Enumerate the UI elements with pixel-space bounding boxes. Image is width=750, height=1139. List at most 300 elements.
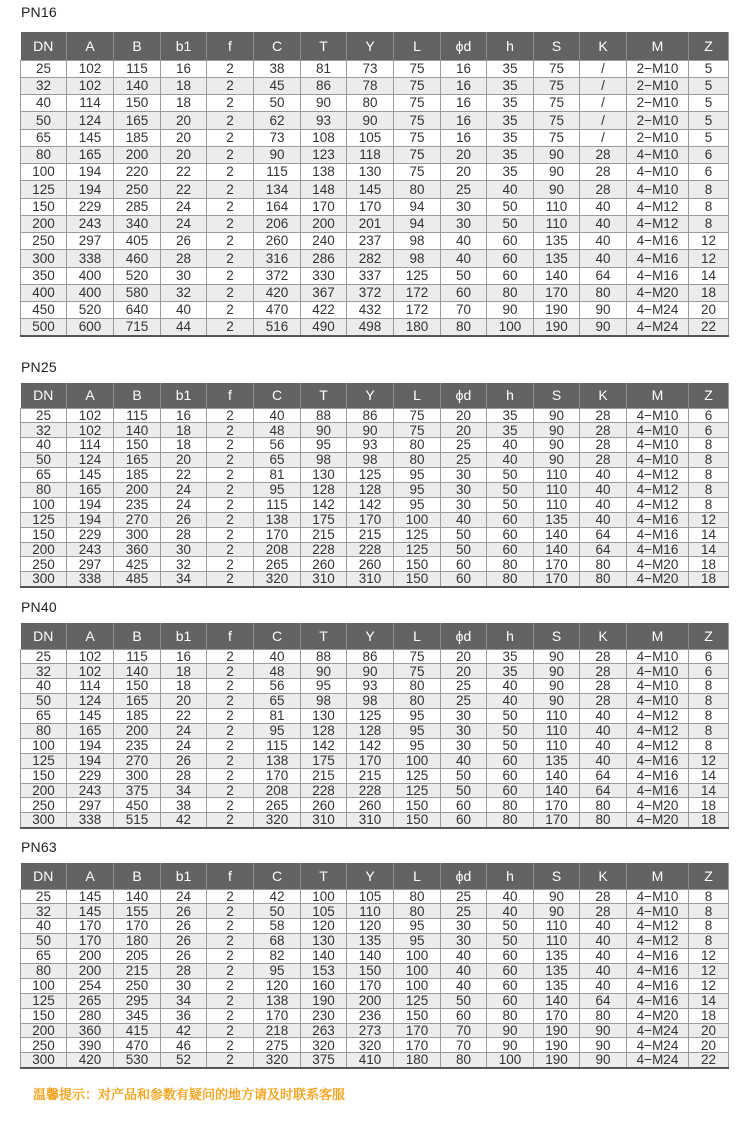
table-cell: 20 bbox=[689, 302, 729, 319]
table-cell: 140 bbox=[301, 949, 347, 964]
table-cell: 25 bbox=[441, 453, 487, 468]
table-cell: 98 bbox=[394, 233, 441, 250]
table-cell: 124 bbox=[67, 694, 114, 709]
table-row bbox=[21, 904, 729, 919]
table-cell: 4−M16 bbox=[627, 527, 689, 542]
table-cell: 50 bbox=[441, 267, 487, 284]
table-cell: 194 bbox=[67, 738, 114, 753]
table-cell: 24 bbox=[161, 738, 207, 753]
table-cell: 40 bbox=[580, 468, 627, 483]
table-cell: 30 bbox=[441, 215, 487, 232]
table-cell: 375 bbox=[114, 783, 161, 798]
table-cell: 36 bbox=[161, 1008, 207, 1023]
table-cell: 164 bbox=[254, 198, 301, 215]
column-header: DN bbox=[21, 32, 67, 60]
table-cell: 40 bbox=[441, 250, 487, 267]
column-header: T bbox=[301, 32, 347, 60]
table-cell: 40 bbox=[580, 949, 627, 964]
table-cell: 265 bbox=[254, 557, 301, 572]
table-cell: 108 bbox=[301, 129, 347, 146]
table-cell: 60 bbox=[487, 993, 534, 1008]
table-cell: 8 bbox=[689, 694, 729, 709]
table-cell: 60 bbox=[441, 284, 487, 301]
table-cell: 90 bbox=[534, 889, 580, 904]
table-cell: 2 bbox=[207, 146, 254, 163]
table-cell: 140 bbox=[534, 993, 580, 1008]
table-cell: 270 bbox=[114, 753, 161, 768]
table-cell: 16 bbox=[441, 112, 487, 129]
table-cell: 40 bbox=[580, 723, 627, 738]
column-header: DN bbox=[21, 863, 67, 889]
table-cell: 2 bbox=[207, 889, 254, 904]
table-cell: 125 bbox=[394, 768, 441, 783]
table-cell: 95 bbox=[394, 468, 441, 483]
table-cell: 172 bbox=[394, 302, 441, 319]
table-row bbox=[21, 250, 729, 267]
table-cell: 263 bbox=[301, 1023, 347, 1038]
table-cell: 22 bbox=[161, 181, 207, 198]
table-cell: 65 bbox=[21, 129, 67, 146]
table-cell: 265 bbox=[67, 993, 114, 1008]
table-cell: 273 bbox=[347, 1023, 394, 1038]
table-cell: 30 bbox=[441, 709, 487, 724]
table-cell: 206 bbox=[254, 215, 301, 232]
table-cell: 80 bbox=[580, 284, 627, 301]
table-cell: 2 bbox=[207, 1023, 254, 1038]
table-cell: 2 bbox=[207, 482, 254, 497]
table-cell: 228 bbox=[347, 783, 394, 798]
table-cell: 75 bbox=[394, 164, 441, 181]
column-header: DN bbox=[21, 383, 67, 408]
table-cell: 345 bbox=[114, 1008, 161, 1023]
table-cell: 229 bbox=[67, 198, 114, 215]
table-cell: 128 bbox=[347, 723, 394, 738]
table-cell: 150 bbox=[21, 1008, 67, 1023]
table-cell: 50 bbox=[487, 497, 534, 512]
table-cell: 128 bbox=[347, 482, 394, 497]
table-cell: 130 bbox=[301, 468, 347, 483]
table-cell: 30 bbox=[441, 934, 487, 949]
column-header: C bbox=[254, 623, 301, 649]
table-cell: 80 bbox=[580, 572, 627, 587]
table-cell: 4−M10 bbox=[627, 408, 689, 423]
table-cell: 240 bbox=[301, 233, 347, 250]
table-cell: 50 bbox=[441, 527, 487, 542]
table-cell: 310 bbox=[301, 813, 347, 828]
table-cell: 310 bbox=[347, 813, 394, 828]
table-cell: 2 bbox=[207, 723, 254, 738]
table-cell: 400 bbox=[67, 284, 114, 301]
column-header: C bbox=[254, 383, 301, 408]
table-cell: 64 bbox=[580, 768, 627, 783]
table-cell: 243 bbox=[67, 783, 114, 798]
table-cell: 243 bbox=[67, 215, 114, 232]
table-cell: / bbox=[580, 112, 627, 129]
table-cell: 102 bbox=[67, 423, 114, 438]
table-cell: 2 bbox=[207, 164, 254, 181]
table-cell: 170 bbox=[254, 1008, 301, 1023]
table-cell: 40 bbox=[580, 738, 627, 753]
table-cell: 80 bbox=[394, 181, 441, 198]
table-cell: 20 bbox=[441, 664, 487, 679]
table-cell: 32 bbox=[21, 664, 67, 679]
table-cell: 145 bbox=[67, 889, 114, 904]
table-cell: 300 bbox=[21, 1053, 67, 1068]
column-header: f bbox=[207, 863, 254, 889]
table-cell: 14 bbox=[689, 768, 729, 783]
table-cell: 14 bbox=[689, 267, 729, 284]
table-cell: 2 bbox=[207, 738, 254, 753]
table-cell: 80 bbox=[394, 694, 441, 709]
table-cell: 432 bbox=[347, 302, 394, 319]
table-row bbox=[21, 572, 729, 587]
table-cell: 40 bbox=[487, 181, 534, 198]
table-cell: 170 bbox=[301, 198, 347, 215]
table-cell: 170 bbox=[347, 978, 394, 993]
table-cell: 60 bbox=[487, 753, 534, 768]
table-cell: 420 bbox=[67, 1053, 114, 1068]
table-cell: 2 bbox=[207, 438, 254, 453]
table-cell: 715 bbox=[114, 319, 161, 336]
table-cell: 90 bbox=[580, 1053, 627, 1068]
table-cell: 2 bbox=[207, 423, 254, 438]
table-row bbox=[21, 198, 729, 215]
table-cell: 50 bbox=[487, 934, 534, 949]
table-cell: 4−M12 bbox=[627, 934, 689, 949]
table-cell: 48 bbox=[254, 423, 301, 438]
table-cell: 120 bbox=[347, 919, 394, 934]
column-header: S bbox=[534, 863, 580, 889]
table-cell: 90 bbox=[580, 1038, 627, 1053]
table-cell: 30 bbox=[161, 978, 207, 993]
table-cell: 4−M16 bbox=[627, 993, 689, 1008]
table-row bbox=[21, 164, 729, 181]
table-cell: 4−M16 bbox=[627, 542, 689, 557]
table-cell: 40 bbox=[580, 753, 627, 768]
table-cell: 100 bbox=[21, 978, 67, 993]
table-cell: 110 bbox=[534, 919, 580, 934]
table-cell: 4−M10 bbox=[627, 904, 689, 919]
table-row bbox=[21, 694, 729, 709]
table-cell: 60 bbox=[487, 267, 534, 284]
table-cell: 50 bbox=[21, 453, 67, 468]
table-cell: 65 bbox=[254, 453, 301, 468]
table-cell: 28 bbox=[161, 963, 207, 978]
table-cell: 24 bbox=[161, 198, 207, 215]
table-cell: 100 bbox=[487, 319, 534, 336]
table-cell: 350 bbox=[21, 267, 67, 284]
table-cell: 2−M10 bbox=[627, 112, 689, 129]
table-cell: 75 bbox=[394, 77, 441, 94]
table-cell: 530 bbox=[114, 1053, 161, 1068]
table-cell: 50 bbox=[487, 198, 534, 215]
table-cell: 95 bbox=[394, 723, 441, 738]
table-cell: 2 bbox=[207, 557, 254, 572]
table-row bbox=[21, 267, 729, 284]
table-cell: 8 bbox=[689, 438, 729, 453]
table-cell: 140 bbox=[347, 949, 394, 964]
table-cell: 215 bbox=[114, 963, 161, 978]
table-cell: 228 bbox=[301, 783, 347, 798]
table-cell: 50 bbox=[21, 694, 67, 709]
table-cell: 28 bbox=[580, 694, 627, 709]
table-cell: 145 bbox=[347, 181, 394, 198]
table-cell: 80 bbox=[580, 557, 627, 572]
spec-table-pn25 bbox=[20, 383, 729, 588]
table-cell: 390 bbox=[67, 1038, 114, 1053]
column-header: L bbox=[394, 383, 441, 408]
table-cell: 80 bbox=[394, 679, 441, 694]
table-cell: 2 bbox=[207, 949, 254, 964]
table-cell: 90 bbox=[534, 164, 580, 181]
table-cell: 40 bbox=[487, 453, 534, 468]
table-cell: 40 bbox=[580, 233, 627, 250]
table-cell: 4−M12 bbox=[627, 723, 689, 738]
table-cell: 2 bbox=[207, 181, 254, 198]
table-cell: 90 bbox=[534, 181, 580, 198]
table-cell: 200 bbox=[114, 146, 161, 163]
table-cell: 140 bbox=[534, 542, 580, 557]
table-cell: 50 bbox=[254, 95, 301, 112]
table-cell: 20 bbox=[441, 146, 487, 163]
table-cell: 4−M12 bbox=[627, 468, 689, 483]
table-cell: 65 bbox=[254, 694, 301, 709]
table-cell: 18 bbox=[689, 1008, 729, 1023]
table-cell: 2 bbox=[207, 664, 254, 679]
footer-tip: 温馨提示：对产品和参数有疑问的地方请及时联系客服 bbox=[33, 1088, 346, 1103]
table-cell: 4−M20 bbox=[627, 572, 689, 587]
table-cell: 86 bbox=[301, 77, 347, 94]
table-cell: 95 bbox=[394, 934, 441, 949]
table-cell: 42 bbox=[161, 1023, 207, 1038]
table-cell: 100 bbox=[301, 889, 347, 904]
table-cell: 286 bbox=[301, 250, 347, 267]
table-cell: 300 bbox=[21, 250, 67, 267]
table-cell: 16 bbox=[161, 649, 207, 664]
table-cell: 2 bbox=[207, 798, 254, 813]
column-header: h bbox=[487, 32, 534, 60]
table-cell: 18 bbox=[161, 664, 207, 679]
table-cell: 40 bbox=[441, 233, 487, 250]
table-cell: 75 bbox=[394, 423, 441, 438]
table-cell: 40 bbox=[21, 679, 67, 694]
table-row bbox=[21, 798, 729, 813]
table-cell: 450 bbox=[114, 798, 161, 813]
table-cell: 194 bbox=[67, 753, 114, 768]
table-cell: 200 bbox=[21, 1023, 67, 1038]
table-cell: 50 bbox=[441, 993, 487, 1008]
table-cell: 90 bbox=[487, 302, 534, 319]
column-header: h bbox=[487, 623, 534, 649]
table-cell: 8 bbox=[689, 482, 729, 497]
table-cell: 80 bbox=[394, 438, 441, 453]
table-cell: 125 bbox=[347, 468, 394, 483]
table-cell: 90 bbox=[534, 694, 580, 709]
table-cell: 4−M24 bbox=[627, 1038, 689, 1053]
table-cell: 265 bbox=[254, 798, 301, 813]
table-cell: 110 bbox=[534, 482, 580, 497]
table-cell: 90 bbox=[580, 319, 627, 336]
column-header: B bbox=[114, 383, 161, 408]
table-cell: 60 bbox=[487, 783, 534, 798]
table-cell: 215 bbox=[347, 768, 394, 783]
table-row bbox=[21, 934, 729, 949]
table-row bbox=[21, 723, 729, 738]
table-cell: 2 bbox=[207, 904, 254, 919]
table-cell: 170 bbox=[254, 768, 301, 783]
table-cell: 2 bbox=[207, 813, 254, 828]
table-cell: 40 bbox=[487, 694, 534, 709]
table-cell: 12 bbox=[689, 963, 729, 978]
table-cell: 320 bbox=[254, 572, 301, 587]
table-cell: 115 bbox=[114, 649, 161, 664]
table-cell: 2 bbox=[207, 129, 254, 146]
table-cell: 337 bbox=[347, 267, 394, 284]
table-cell: 34 bbox=[161, 783, 207, 798]
table-cell: 130 bbox=[347, 164, 394, 181]
table-cell: 18 bbox=[689, 284, 729, 301]
table-cell: 170 bbox=[534, 813, 580, 828]
table-cell: 125 bbox=[394, 527, 441, 542]
table-cell: 60 bbox=[441, 1008, 487, 1023]
table-cell: 102 bbox=[67, 60, 114, 77]
table-cell: 18 bbox=[161, 423, 207, 438]
table-cell: 114 bbox=[67, 438, 114, 453]
table-cell: 160 bbox=[301, 978, 347, 993]
table-cell: 4−M16 bbox=[627, 963, 689, 978]
table-cell: 425 bbox=[114, 557, 161, 572]
column-header: M bbox=[627, 383, 689, 408]
table-cell: 90 bbox=[301, 95, 347, 112]
table-cell: 32 bbox=[21, 77, 67, 94]
table-cell: 170 bbox=[534, 284, 580, 301]
table-cell: 170 bbox=[67, 934, 114, 949]
table-cell: 185 bbox=[114, 129, 161, 146]
table-cell: 260 bbox=[301, 557, 347, 572]
column-header: Z bbox=[689, 623, 729, 649]
table-cell: 2 bbox=[207, 709, 254, 724]
table-cell: 120 bbox=[254, 978, 301, 993]
table-cell: 150 bbox=[21, 768, 67, 783]
column-header: ϕd bbox=[441, 863, 487, 889]
table-cell: 285 bbox=[114, 198, 161, 215]
table-cell: 20 bbox=[441, 164, 487, 181]
table-row bbox=[21, 1038, 729, 1053]
table-cell: 94 bbox=[394, 215, 441, 232]
table-cell: 75 bbox=[534, 77, 580, 94]
table-cell: 40 bbox=[21, 438, 67, 453]
table-cell: 32 bbox=[161, 557, 207, 572]
table-cell: 125 bbox=[21, 993, 67, 1008]
column-header: B bbox=[114, 863, 161, 889]
table-cell: 28 bbox=[580, 649, 627, 664]
table-cell: 134 bbox=[254, 181, 301, 198]
table-row bbox=[21, 482, 729, 497]
table-cell: 5 bbox=[689, 129, 729, 146]
table-cell: 4−M10 bbox=[627, 181, 689, 198]
table-cell: 60 bbox=[487, 512, 534, 527]
table-cell: 140 bbox=[114, 889, 161, 904]
table-cell: 60 bbox=[487, 233, 534, 250]
table-cell: 200 bbox=[21, 783, 67, 798]
table-cell: 228 bbox=[301, 542, 347, 557]
table-cell: 460 bbox=[114, 250, 161, 267]
table-cell: 180 bbox=[394, 1053, 441, 1068]
table-cell: 65 bbox=[21, 468, 67, 483]
table-cell: 90 bbox=[301, 664, 347, 679]
table-cell: 320 bbox=[254, 813, 301, 828]
table-cell: 123 bbox=[301, 146, 347, 163]
table-cell: 500 bbox=[21, 319, 67, 336]
table-cell: 35 bbox=[487, 423, 534, 438]
table-cell: 145 bbox=[67, 468, 114, 483]
section-title: PN63 bbox=[21, 839, 57, 855]
table-cell: 260 bbox=[301, 798, 347, 813]
table-cell: 2 bbox=[207, 60, 254, 77]
spec-table-pn16 bbox=[20, 32, 729, 337]
table-cell: 62 bbox=[254, 112, 301, 129]
table-cell: 40 bbox=[487, 904, 534, 919]
table-cell: 22 bbox=[689, 319, 729, 336]
table-cell: 2 bbox=[207, 233, 254, 250]
table-cell: 125 bbox=[394, 267, 441, 284]
table-cell: 50 bbox=[441, 783, 487, 798]
table-cell: 190 bbox=[534, 1038, 580, 1053]
table-cell: 229 bbox=[67, 527, 114, 542]
table-cell: 90 bbox=[301, 423, 347, 438]
table-cell: 5 bbox=[689, 77, 729, 94]
table-cell: 34 bbox=[161, 993, 207, 1008]
table-cell: 243 bbox=[67, 542, 114, 557]
table-cell: 80 bbox=[21, 963, 67, 978]
table-cell: 50 bbox=[254, 904, 301, 919]
table-cell: 250 bbox=[21, 1038, 67, 1053]
table-cell: 48 bbox=[254, 664, 301, 679]
table-cell: 228 bbox=[347, 542, 394, 557]
table-cell: 235 bbox=[114, 497, 161, 512]
table-cell: 2 bbox=[207, 512, 254, 527]
table-cell: 485 bbox=[114, 572, 161, 587]
table-cell: 135 bbox=[534, 250, 580, 267]
table-cell: 230 bbox=[301, 1008, 347, 1023]
table-cell: 235 bbox=[114, 738, 161, 753]
table-cell: 90 bbox=[534, 664, 580, 679]
table-cell: 40 bbox=[441, 949, 487, 964]
table-cell: / bbox=[580, 60, 627, 77]
table-cell: 8 bbox=[689, 723, 729, 738]
table-cell: 42 bbox=[254, 889, 301, 904]
table-cell: 340 bbox=[114, 215, 161, 232]
table-cell: / bbox=[580, 129, 627, 146]
table-cell: 35 bbox=[487, 649, 534, 664]
table-cell: 60 bbox=[487, 527, 534, 542]
table-cell: 105 bbox=[347, 889, 394, 904]
table-cell: 18 bbox=[161, 77, 207, 94]
table-cell: 250 bbox=[21, 798, 67, 813]
table-cell: 8 bbox=[689, 904, 729, 919]
table-cell: 102 bbox=[67, 649, 114, 664]
table-cell: 165 bbox=[67, 723, 114, 738]
table-cell: 125 bbox=[394, 783, 441, 798]
table-cell: 2 bbox=[207, 934, 254, 949]
table-cell: 100 bbox=[394, 978, 441, 993]
table-cell: 25 bbox=[441, 694, 487, 709]
table-cell: 28 bbox=[580, 408, 627, 423]
table-cell: 12 bbox=[689, 753, 729, 768]
table-cell: 110 bbox=[534, 497, 580, 512]
column-header: C bbox=[254, 32, 301, 60]
table-cell: 60 bbox=[487, 542, 534, 557]
